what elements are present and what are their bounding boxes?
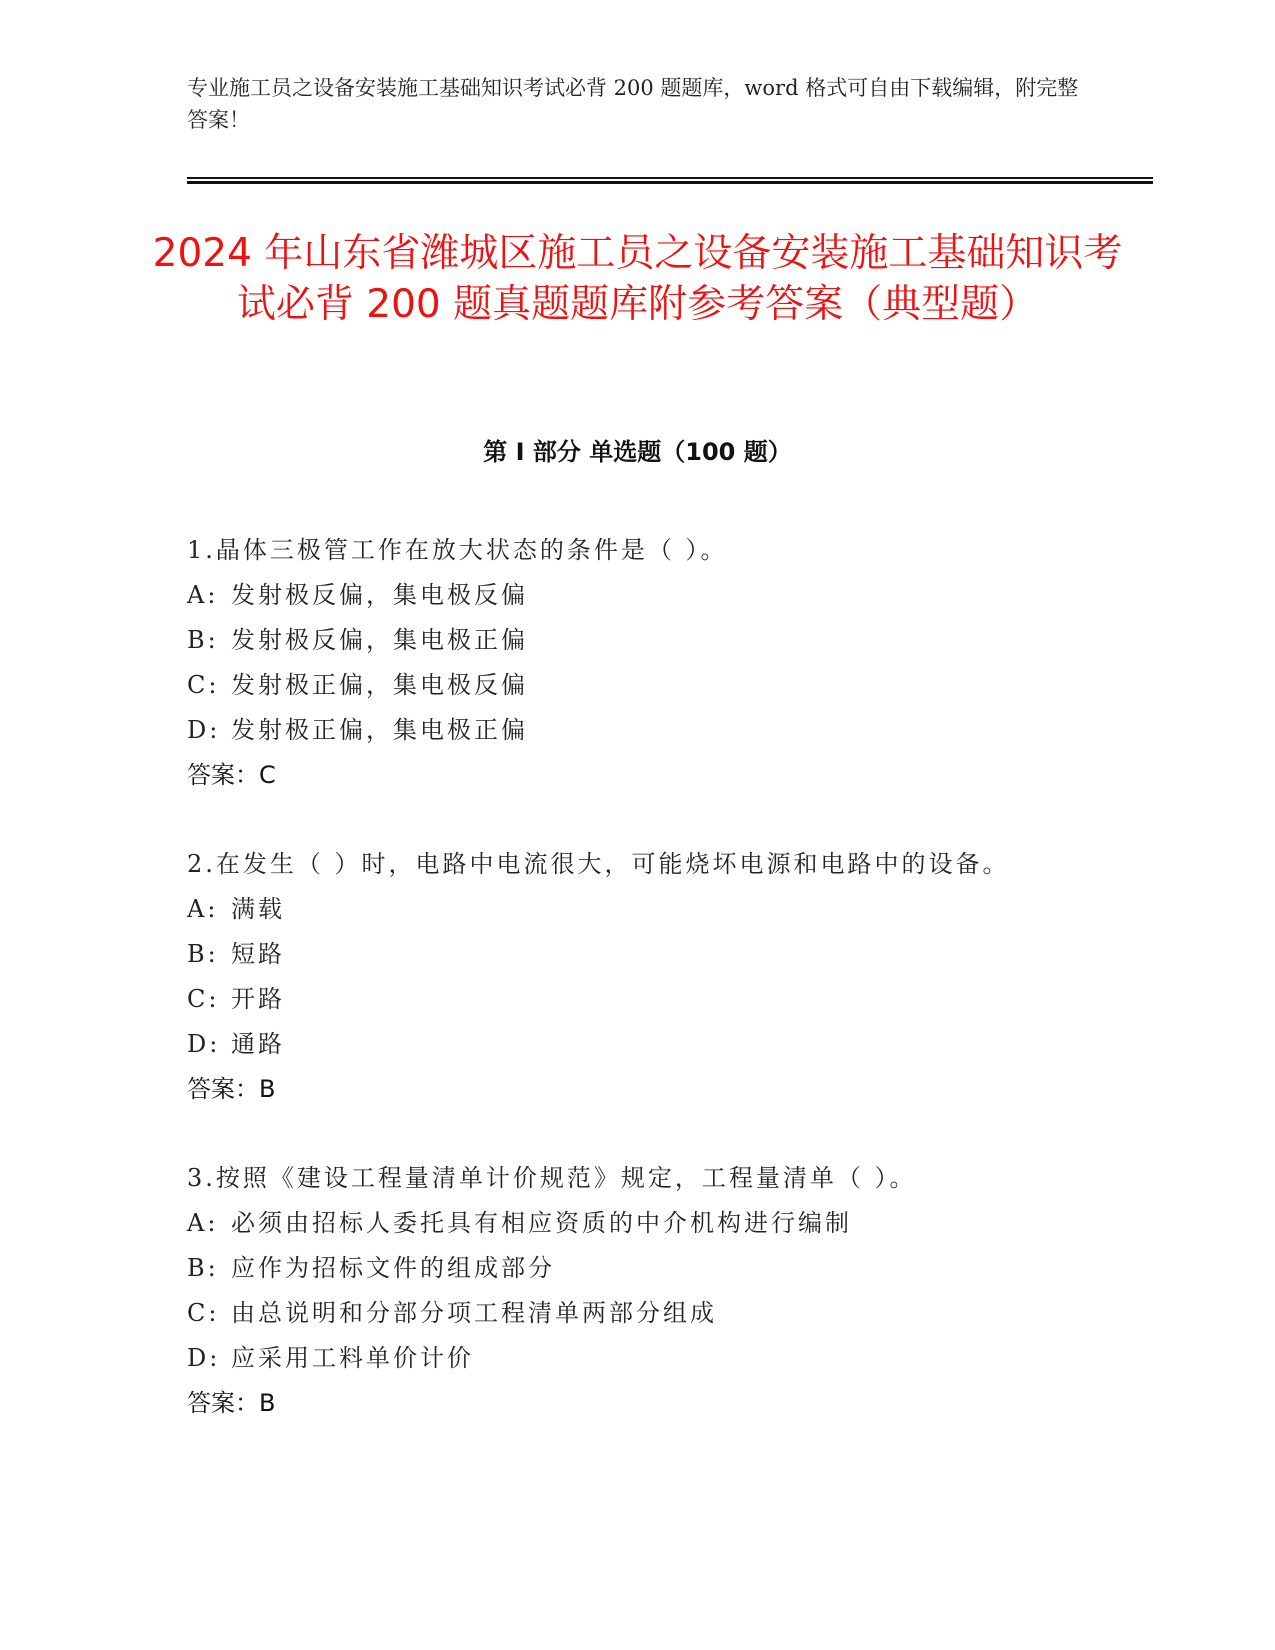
option-key: A: — [187, 895, 219, 923]
option-c — [187, 663, 1147, 708]
option-d — [187, 708, 1147, 753]
option-text: 发射极正偏，集电极正偏 — [231, 716, 528, 744]
header-divider-thick — [187, 181, 1153, 184]
option-text: 应作为招标文件的组成部分 — [231, 1254, 555, 1282]
option-text: 发射极反偏，集电极反偏 — [231, 581, 528, 609]
option-a — [187, 1201, 1147, 1246]
question-1 — [187, 528, 1147, 798]
option-d — [187, 1336, 1147, 1381]
option-text: 满载 — [231, 895, 285, 923]
option-b — [187, 932, 1147, 977]
option-a — [187, 887, 1147, 932]
header-divider-thin — [187, 177, 1153, 179]
answer-line: 答案：B — [187, 1075, 276, 1103]
option-text: 由总说明和分部分项工程清单两部分组成 — [231, 1299, 717, 1327]
option-b — [187, 618, 1147, 663]
option-c — [187, 1291, 1147, 1336]
option-key: D: — [187, 716, 221, 744]
option-key: B: — [187, 626, 219, 654]
section-title: 第 I 部分 单选题（100 题） — [483, 438, 792, 466]
option-key: C: — [187, 985, 220, 1013]
option-key: D: — [187, 1030, 221, 1058]
option-text: 通路 — [231, 1030, 285, 1058]
option-b — [187, 1246, 1147, 1291]
option-text: 必须由招标人委托具有相应资质的中介机构进行编制 — [231, 1209, 852, 1237]
option-text: 发射极正偏，集电极反偏 — [231, 671, 528, 699]
option-key: C: — [187, 671, 220, 699]
answer-line: 答案：B — [187, 1389, 276, 1417]
option-d — [187, 1022, 1147, 1067]
option-text: 应采用工料单价计价 — [231, 1344, 474, 1372]
option-key: A: — [187, 581, 219, 609]
option-key: B: — [187, 1254, 219, 1282]
option-c — [187, 977, 1147, 1022]
question-2 — [187, 842, 1147, 1112]
header-note: 专业施工员之设备安装施工基础知识考试必背 200 题题库，word 格式可自由下载编辑，附完整答案！ — [187, 76, 1079, 132]
option-text: 发射极反偏，集电极正偏 — [231, 626, 528, 654]
option-key: D: — [187, 1344, 221, 1372]
option-key: C: — [187, 1299, 220, 1327]
question-stem: 2.在发生（ ）时，电路中电流很大，可能烧坏电源和电路中的设备。 — [187, 850, 1010, 878]
question-stem: 3.按照《建设工程量清单计价规范》规定，工程量清单（ ）。 — [187, 1164, 917, 1192]
option-key: B: — [187, 940, 219, 968]
option-key: A: — [187, 1209, 219, 1237]
question-list — [187, 528, 1147, 1470]
document-title: 2024 年山东省潍城区施工员之设备安装施工基础知识考试必背 200 题真题题库附参考答案（典型题） — [152, 231, 1123, 327]
question-stem: 1.晶体三极管工作在放大状态的条件是（ ）。 — [187, 536, 728, 564]
question-3 — [187, 1156, 1147, 1426]
option-a — [187, 573, 1147, 618]
answer-line: 答案：C — [187, 761, 276, 789]
option-text: 开路 — [231, 985, 285, 1013]
option-text: 短路 — [231, 940, 285, 968]
